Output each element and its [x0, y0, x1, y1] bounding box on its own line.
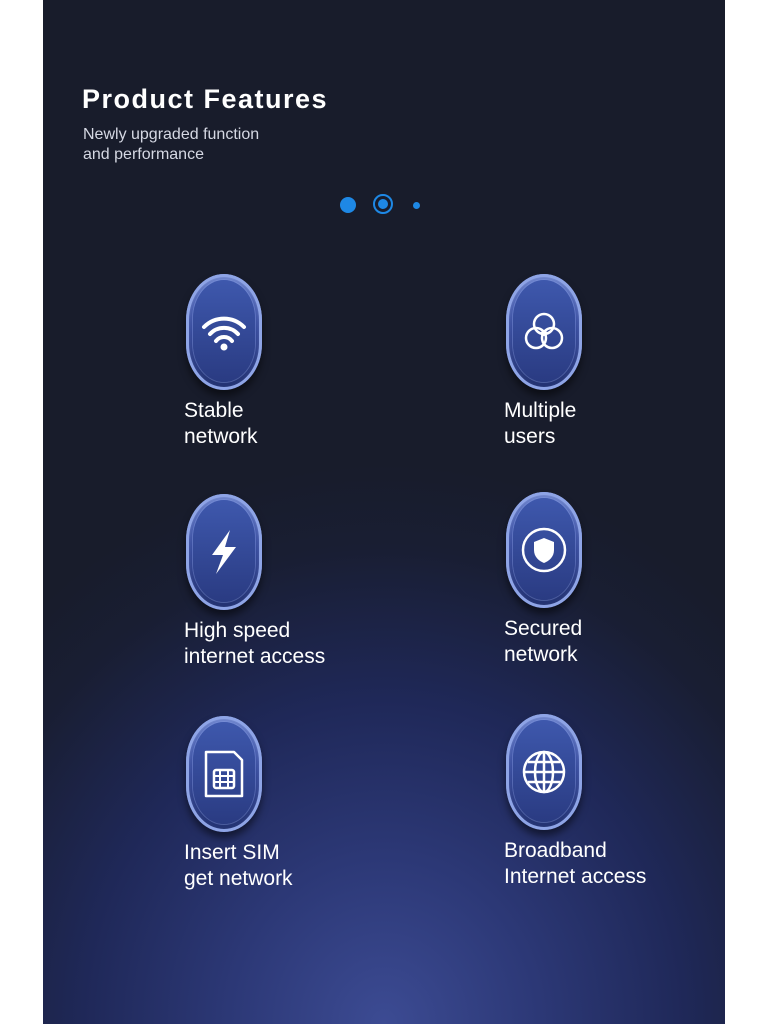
feature-label-line-1: Broadband — [504, 839, 607, 862]
feature-stable-network — [186, 274, 406, 454]
feature-secured-network — [506, 492, 725, 672]
pager-dot-1[interactable] — [340, 197, 356, 213]
shield-icon — [520, 526, 568, 574]
feature-insert-sim — [186, 716, 406, 896]
feature-label-line-1: Insert SIM — [184, 841, 280, 864]
features-panel — [43, 0, 725, 1024]
feature-label — [504, 838, 725, 890]
feature-label — [184, 618, 424, 670]
users-rings-icon — [520, 308, 568, 356]
sim-card-icon — [200, 750, 248, 798]
wifi-icon — [200, 308, 248, 356]
feature-icon-badge — [186, 716, 262, 832]
page-title: Product Features — [82, 84, 329, 114]
feature-broadband — [506, 714, 725, 894]
feature-label-line-2: network — [184, 425, 258, 448]
globe-icon — [520, 748, 568, 796]
subtitle-line-1: Newly upgraded function — [83, 126, 260, 143]
feature-label — [504, 398, 725, 450]
feature-label-line-1: Stable — [184, 399, 244, 422]
subtitle-line-2: and performance — [83, 146, 204, 163]
page-subtitle — [83, 125, 343, 165]
feature-label-line-2: internet access — [184, 645, 326, 668]
feature-label — [184, 398, 424, 450]
feature-icon-badge — [506, 714, 582, 830]
feature-label — [504, 616, 725, 668]
feature-label-line-2: get network — [184, 867, 293, 890]
feature-icon-badge — [506, 274, 582, 390]
feature-label-line-2: Internet access — [504, 865, 647, 888]
feature-label-line-2: users — [504, 425, 556, 448]
feature-icon-badge — [186, 274, 262, 390]
feature-icon-badge — [186, 494, 262, 610]
feature-label — [184, 840, 424, 892]
lightning-icon — [200, 528, 248, 576]
feature-label-line-1: Multiple — [504, 399, 577, 422]
feature-icon-badge — [506, 492, 582, 608]
feature-multiple-users — [506, 274, 725, 454]
feature-label-line-1: Secured — [504, 617, 583, 640]
feature-high-speed — [186, 494, 406, 674]
feature-label-line-1: High speed — [184, 619, 291, 642]
pager-dot-3[interactable] — [413, 202, 420, 209]
pager-dots — [337, 191, 427, 219]
feature-label-line-2: network — [504, 643, 578, 666]
pager-dot-2-active[interactable] — [373, 194, 393, 214]
